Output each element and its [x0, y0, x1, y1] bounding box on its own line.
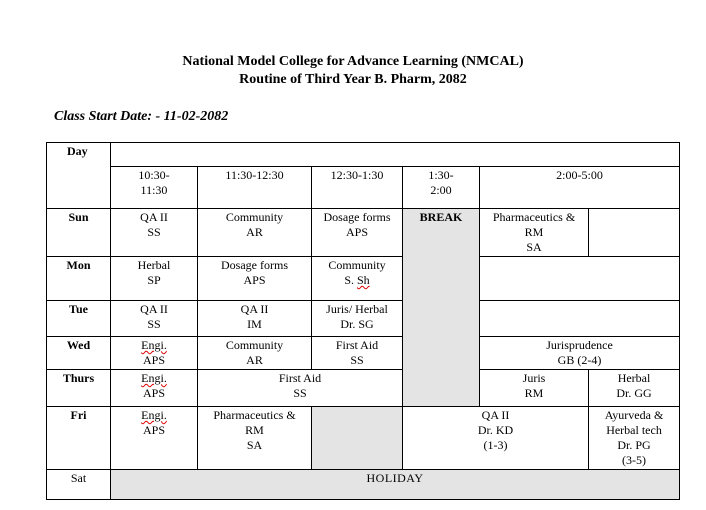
wed-slot-5: Jurisprudence GB (2-4) — [480, 337, 680, 370]
slot-header-1: 10:30- 11:30 — [111, 167, 198, 209]
fri-slot-4-5: QA II Dr. KD (1-3) — [403, 407, 589, 470]
thurs-slot-5a: Juris RM — [480, 370, 589, 407]
day-thurs: Thurs — [47, 370, 111, 407]
wed-slot-2: Community AR — [198, 337, 312, 370]
sun-slot-3: Dosage forms APS — [312, 209, 403, 257]
day-sat: Sat — [47, 470, 111, 500]
sun-slot-5: Pharmaceutics & RM SA — [480, 209, 589, 257]
thurs-slot-5b: Herbal Dr. GG — [589, 370, 680, 407]
thurs-slot-2-3: First Aid SS — [198, 370, 403, 407]
mon-slot-5 — [480, 257, 680, 301]
routine-title: Routine of Third Year B. Pharm, 2082 — [239, 72, 467, 87]
slot-header-5: 2:00-5:00 — [480, 167, 680, 209]
slot-header-3: 12:30-1:30 — [312, 167, 403, 209]
sun-slot-6 — [589, 209, 680, 257]
tue-slot-2: QA II IM — [198, 301, 312, 337]
tue-slot-1: QA II SS — [111, 301, 198, 337]
holiday-cell: HOLIDAY — [111, 470, 680, 500]
fri-slot-2: Pharmaceutics & RM SA — [198, 407, 312, 470]
day-wed: Wed — [47, 337, 111, 370]
mon-slot-1: Herbal SP — [111, 257, 198, 301]
mon-slot-2: Dosage forms APS — [198, 257, 312, 301]
wed-slot-1: Engi. APS — [111, 337, 198, 370]
class-start-date: Class Start Date: - 11-02-2082 — [54, 109, 229, 124]
fri-slot-1: Engi. APS — [111, 407, 198, 470]
day-header: Day — [47, 143, 111, 209]
day-fri: Fri — [47, 407, 111, 470]
mon-slot-3: Community S. Sh — [312, 257, 403, 301]
sun-slot-2: Community AR — [198, 209, 312, 257]
tue-slot-3: Juris/ Herbal Dr. SG — [312, 301, 403, 337]
fri-slot-3 — [312, 407, 403, 470]
thurs-slot-1: Engi. APS — [111, 370, 198, 407]
college-title: National Model College for Advance Learning (NMCAL) — [182, 54, 524, 69]
day-tue: Tue — [47, 301, 111, 337]
routine-table — [46, 142, 680, 500]
day-mon: Mon — [47, 257, 111, 301]
break-cell: BREAK — [403, 209, 480, 407]
day-sun: Sun — [47, 209, 111, 257]
slot-header-4: 1:30- 2:00 — [403, 167, 480, 209]
slot-header-2: 11:30-12:30 — [198, 167, 312, 209]
fri-slot-6: Ayurveda & Herbal tech Dr. PG (3-5) — [589, 407, 680, 470]
header-top-blank — [111, 143, 680, 167]
wed-slot-3: First Aid SS — [312, 337, 403, 370]
sun-slot-1: QA II SS — [111, 209, 198, 257]
tue-slot-5 — [480, 301, 680, 337]
